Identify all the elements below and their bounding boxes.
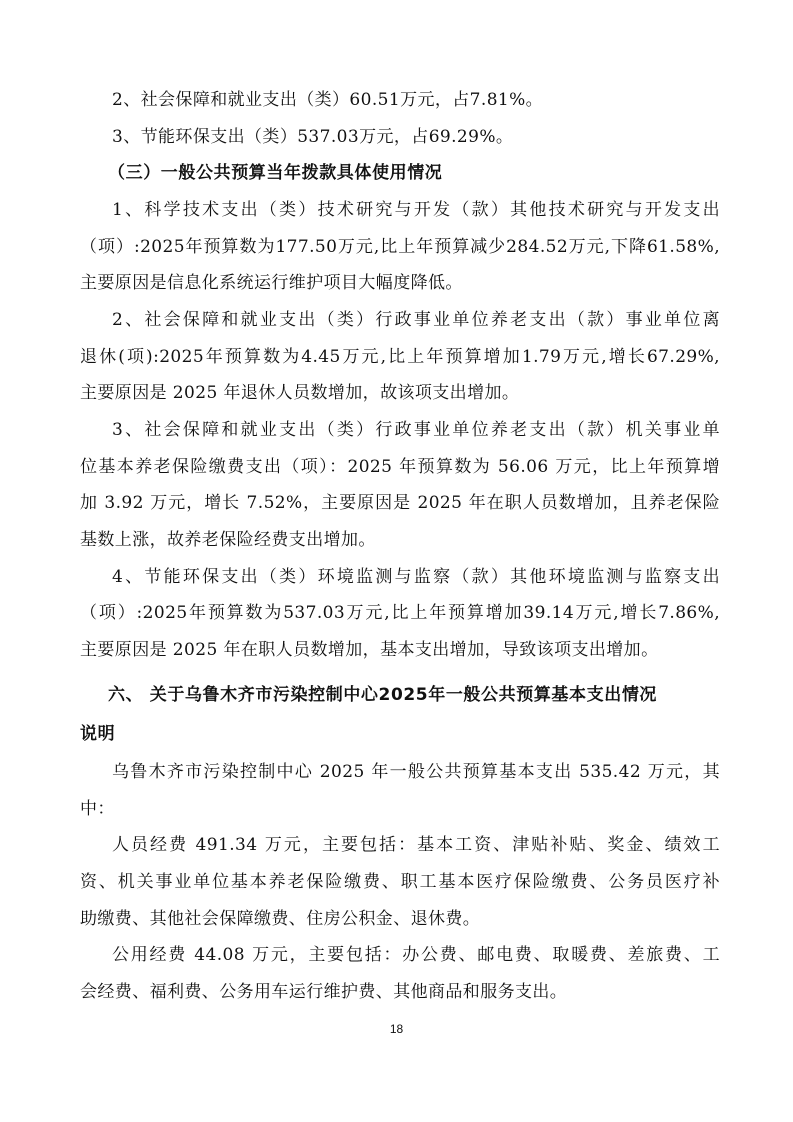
paragraph-line: 主要原因是 2025 年在职人员数增加，基本支出增加，导致该项支出增加。 (80, 640, 659, 660)
paragraph-line: 退休(项):2025年预算数为4.45万元,比上年预算增加1.79万元,增长67.29%, (80, 347, 720, 367)
paragraph-line: 资、机关事业单位基本养老保险缴费、职工基本医疗保险缴费、公务员医疗补 (80, 872, 720, 892)
paragraph-line: 人员经费 491.34 万元，主要包括：基本工资、津贴补贴、奖金、绩效工 (112, 835, 720, 855)
paragraph-line: 4、节能环保支出（类）环境监测与监察（款）其他环境监测与监察支出 (112, 567, 720, 587)
page-number: 18 (389, 1022, 404, 1036)
paragraph-line: 主要原因是信息化系统运行维护项目大幅度降低。 (80, 273, 463, 293)
paragraph-line: （项）:2025年预算数为177.50万元,比上年预算减少284.52万元,下降61.58%, (80, 237, 720, 257)
paragraph-line: 2、社会保障和就业支出（类）行政事业单位养老支出（款）事业单位离 (112, 310, 720, 330)
paragraph-line: 乌鲁木齐市污染控制中心 2025 年一般公共预算基本支出 535.42 万元，其 (112, 762, 720, 782)
section-heading-continuation: 说明 (80, 724, 116, 744)
paragraph-line: 1、科学技术支出（类）技术研究与开发（款）其他技术研究与开发支出 (112, 200, 720, 220)
paragraph-line: 公用经费 44.08 万元，主要包括：办公费、邮电费、取暖费、差旅费、工 (112, 945, 720, 965)
paragraph-line: 3、社会保障和就业支出（类）行政事业单位养老支出（款）机关事业单 (112, 420, 720, 440)
paragraph-line: 基数上涨，故养老保险经费支出增加。 (80, 530, 376, 550)
paragraph-line: 主要原因是 2025 年退休人员数增加，故该项支出增加。 (80, 383, 520, 403)
paragraph-line: 3、节能环保支出（类）537.03万元，占69.29%。 (112, 127, 514, 147)
paragraph-line: 中： (80, 799, 115, 819)
paragraph-line: 助缴费、其他社会保障缴费、住房公积金、退休费。 (80, 909, 481, 929)
paragraph-line: 会经费、福利费、公务用车运行维护费、其他商品和服务支出。 (80, 982, 568, 1002)
section-heading: （三）一般公共预算当年拨款具体使用情况 (108, 163, 443, 183)
paragraph-line: （项）:2025年预算数为537.03万元,比上年预算增加39.14万元,增长7.86%, (80, 603, 720, 623)
section-heading: 六、 关于乌鲁木齐市污染控制中心2025年一般公共预算基本支出情况 (108, 685, 658, 705)
paragraph-line: 位基本养老保险缴费支出（项）：2025 年预算数为 56.06 万元，比上年预算增 (80, 457, 720, 477)
paragraph-line: 加 3.92 万元，增长 7.52%，主要原因是 2025 年在职人员数增加，且养老保险 (80, 493, 720, 513)
paragraph-line: 2、社会保障和就业支出（类）60.51万元，占7.81%。 (112, 90, 544, 110)
